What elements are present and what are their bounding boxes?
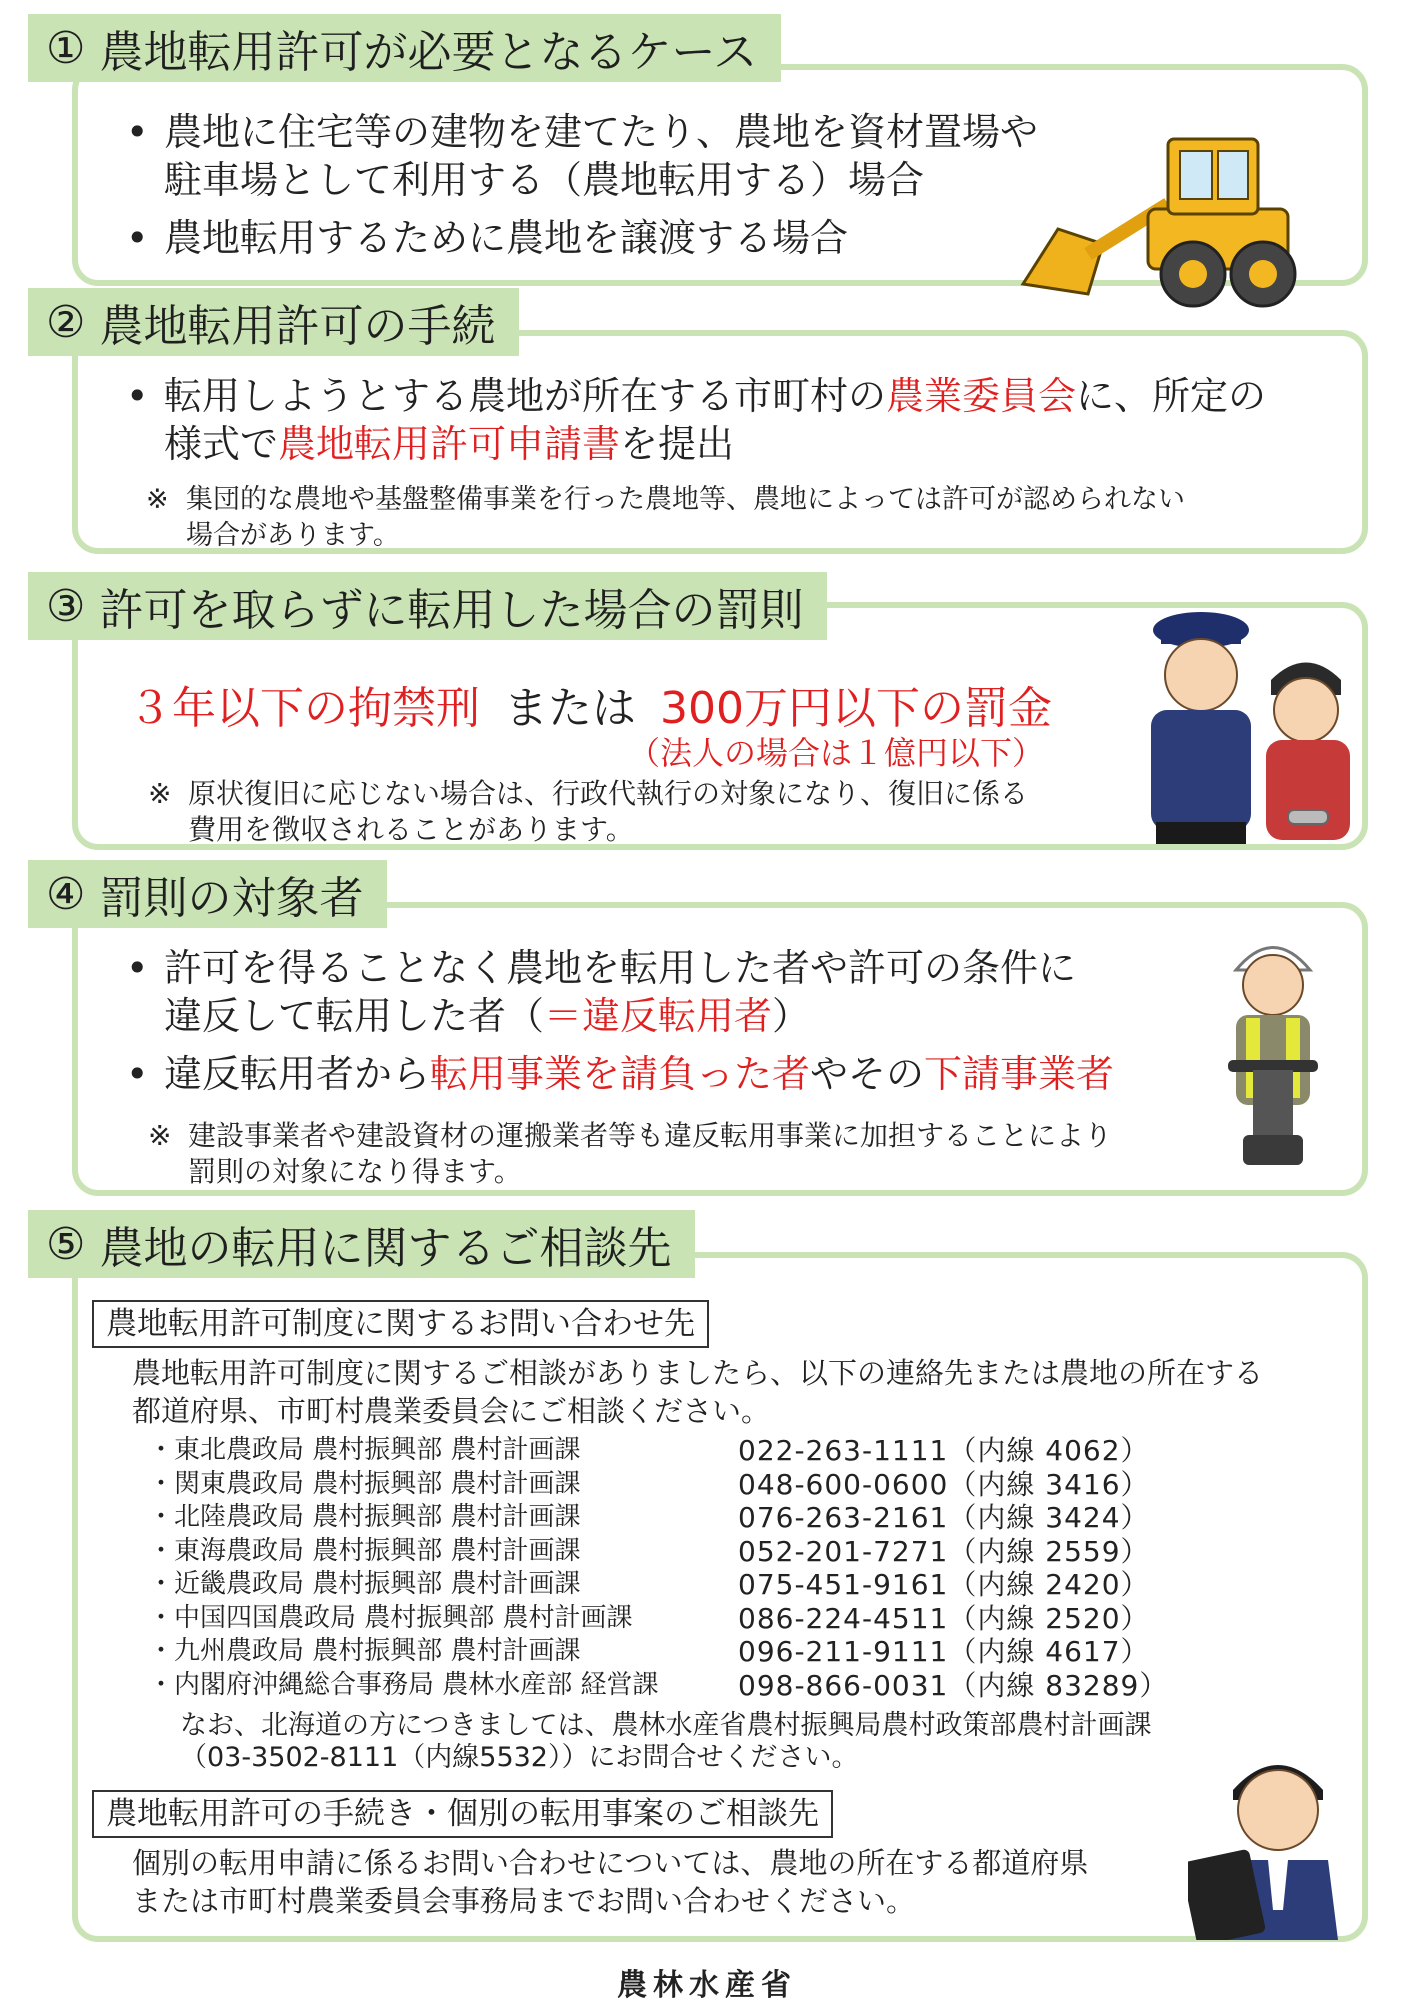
section-1: [28, 14, 1368, 284]
section-5: [28, 1210, 1368, 1950]
contact-office: ・北陸農政局 農村振興部 農村計画課: [148, 1502, 581, 1532]
section-5-heading: [28, 1210, 695, 1278]
contact-office: ・東海農政局 農村振興部 農村計画課: [148, 1535, 581, 1566]
contact-office: ・東北農政局 農村振興部 農村計画課: [148, 1435, 581, 1465]
note: ※ 原状復旧に応じない場合は、行政代執行の対象になり、復旧に係る 費用を徴収されることがあります。: [148, 777, 1029, 846]
contact-office: ・九州農政局 農村振興部 農村計画課: [148, 1636, 581, 1666]
contact-row: [148, 1602, 1288, 1636]
contact-office: ・中国四国農政局 農村振興部 農村計画課: [148, 1602, 633, 1633]
section-number: ②: [46, 296, 86, 348]
penalty-line: ３年以下の拘禁刑 または 300万円以下の罰金: [128, 683, 1052, 734]
contact-phone: 022-263-1111（内線 4062）: [738, 1434, 1150, 1467]
section-1-heading: [28, 14, 781, 82]
bullet-item: • 農地転用するために農地を譲渡する場合: [116, 214, 1156, 262]
note: ※ 集団的な農地や基盤整備事業を行った農地等、農地によっては許可が認められない 場合があります。: [146, 484, 1185, 551]
section-5-box: [72, 1252, 1368, 1942]
contact-row: [148, 1468, 1288, 1502]
contact-row: [148, 1501, 1288, 1535]
contact-phone: 048-600-0600（内線 3416）: [738, 1467, 1150, 1501]
section-2-heading: [28, 288, 519, 356]
contact-row: [148, 1568, 1288, 1602]
contact-office: ・近畿農政局 農村振興部 農村計画課: [148, 1569, 581, 1599]
contact-phone: 052-201-7271（内線 2559）: [738, 1534, 1150, 1568]
bullet-list: [116, 108, 1156, 272]
corporate-penalty: （法人の場合は１億円以下）: [628, 734, 1045, 772]
section-number: ①: [46, 22, 86, 74]
contact-phone: 076-263-2161（内線 3424）: [738, 1501, 1150, 1534]
section-2-box: [72, 330, 1368, 554]
section-title: 農地の転用に関するご相談先: [99, 1223, 672, 1274]
section-4-heading: [28, 860, 387, 928]
section-number: ③: [46, 580, 86, 632]
inquiry-heading-system: 農地転用許可制度に関するお問い合わせ先: [92, 1300, 709, 1348]
inquiry-heading-individual: 農地転用許可の手続き・個別の転用事案のご相談先: [92, 1790, 833, 1838]
section-3: [28, 572, 1368, 852]
bullet-list: [116, 944, 1216, 1108]
contact-phone: 096-211-9111（内線 4617）: [738, 1635, 1150, 1668]
bullet-item: • 違反転用者から転用事業を請負った者やその下請事業者: [116, 1050, 1216, 1098]
section-4-box: [72, 902, 1368, 1196]
section-title: 許可を取らずに転用した場合の罰則: [99, 585, 804, 636]
section-4: [28, 860, 1368, 1200]
bulldozer-icon: [1018, 124, 1308, 314]
section-title: 罰則の対象者: [99, 873, 364, 924]
police-arrest-icon: [1126, 600, 1366, 850]
section-2: [28, 288, 1368, 556]
contact-row: [148, 1535, 1288, 1569]
contact-phone: 075-451-9161（内線 2420）: [738, 1568, 1150, 1601]
contact-office: ・内閣府沖縄総合事務局 農林水産部 経営課: [148, 1669, 659, 1700]
hokkaido-note: なお、北海道の方につきましては、農林水産省農村振興局農村政策部農村計画課 （03-3502-8111（内線5532））にお問合せください。: [180, 1710, 1152, 1773]
section-3-heading: [28, 572, 827, 640]
inquiry-description: 農地転用許可制度に関するご相談がありましたら、以下の連絡先または農地の所在する 都道府県、市町村農業委員会にご相談ください。: [132, 1356, 1264, 1428]
bullet-item: • 許可を得ることなく農地を転用した者や許可の条件に 違反して転用した者（＝違反転用者）: [116, 944, 1216, 1040]
note: ※ 建設事業者や建設資材の運搬業者等も違反転用事業に加担することにより 罰則の対象になり得ます。: [148, 1119, 1113, 1188]
section-number: ④: [46, 868, 86, 920]
bullet-list: [116, 372, 1346, 478]
contact-office: ・関東農政局 農村振興部 農村計画課: [148, 1468, 581, 1499]
contact-row: [148, 1434, 1288, 1468]
office-worker-icon: [1188, 1740, 1368, 1940]
individual-inquiry-description: 個別の転用申請に係るお問い合わせについては、農地の所在する都道府県 または市町村農業委員会事務局までお問い合わせください。: [132, 1846, 1089, 1918]
contact-phone: 098-866-0031（内線 83289）: [738, 1668, 1169, 1702]
bullet-item: • 転用しようとする農地が所在する市町村の農業委員会に、所定の 様式で農地転用許可申請書を提出: [116, 372, 1346, 468]
contact-row: [148, 1635, 1288, 1669]
ministry-footer: 農林水産省: [617, 1968, 797, 2003]
bullet-item: • 農地に住宅等の建物を建てたり、農地を資材置場や 駐車場として利用する（農地転用する）場合: [116, 108, 1156, 204]
contact-row: [148, 1669, 1288, 1703]
section-title: 農地転用許可が必要となるケース: [99, 27, 758, 78]
section-title: 農地転用許可の手続: [99, 301, 496, 352]
contact-list: [148, 1434, 1288, 1702]
construction-worker-icon: [1208, 920, 1338, 1190]
section-number: ⑤: [46, 1218, 86, 1270]
contact-phone: 086-224-4511（内線 2520）: [738, 1601, 1150, 1635]
